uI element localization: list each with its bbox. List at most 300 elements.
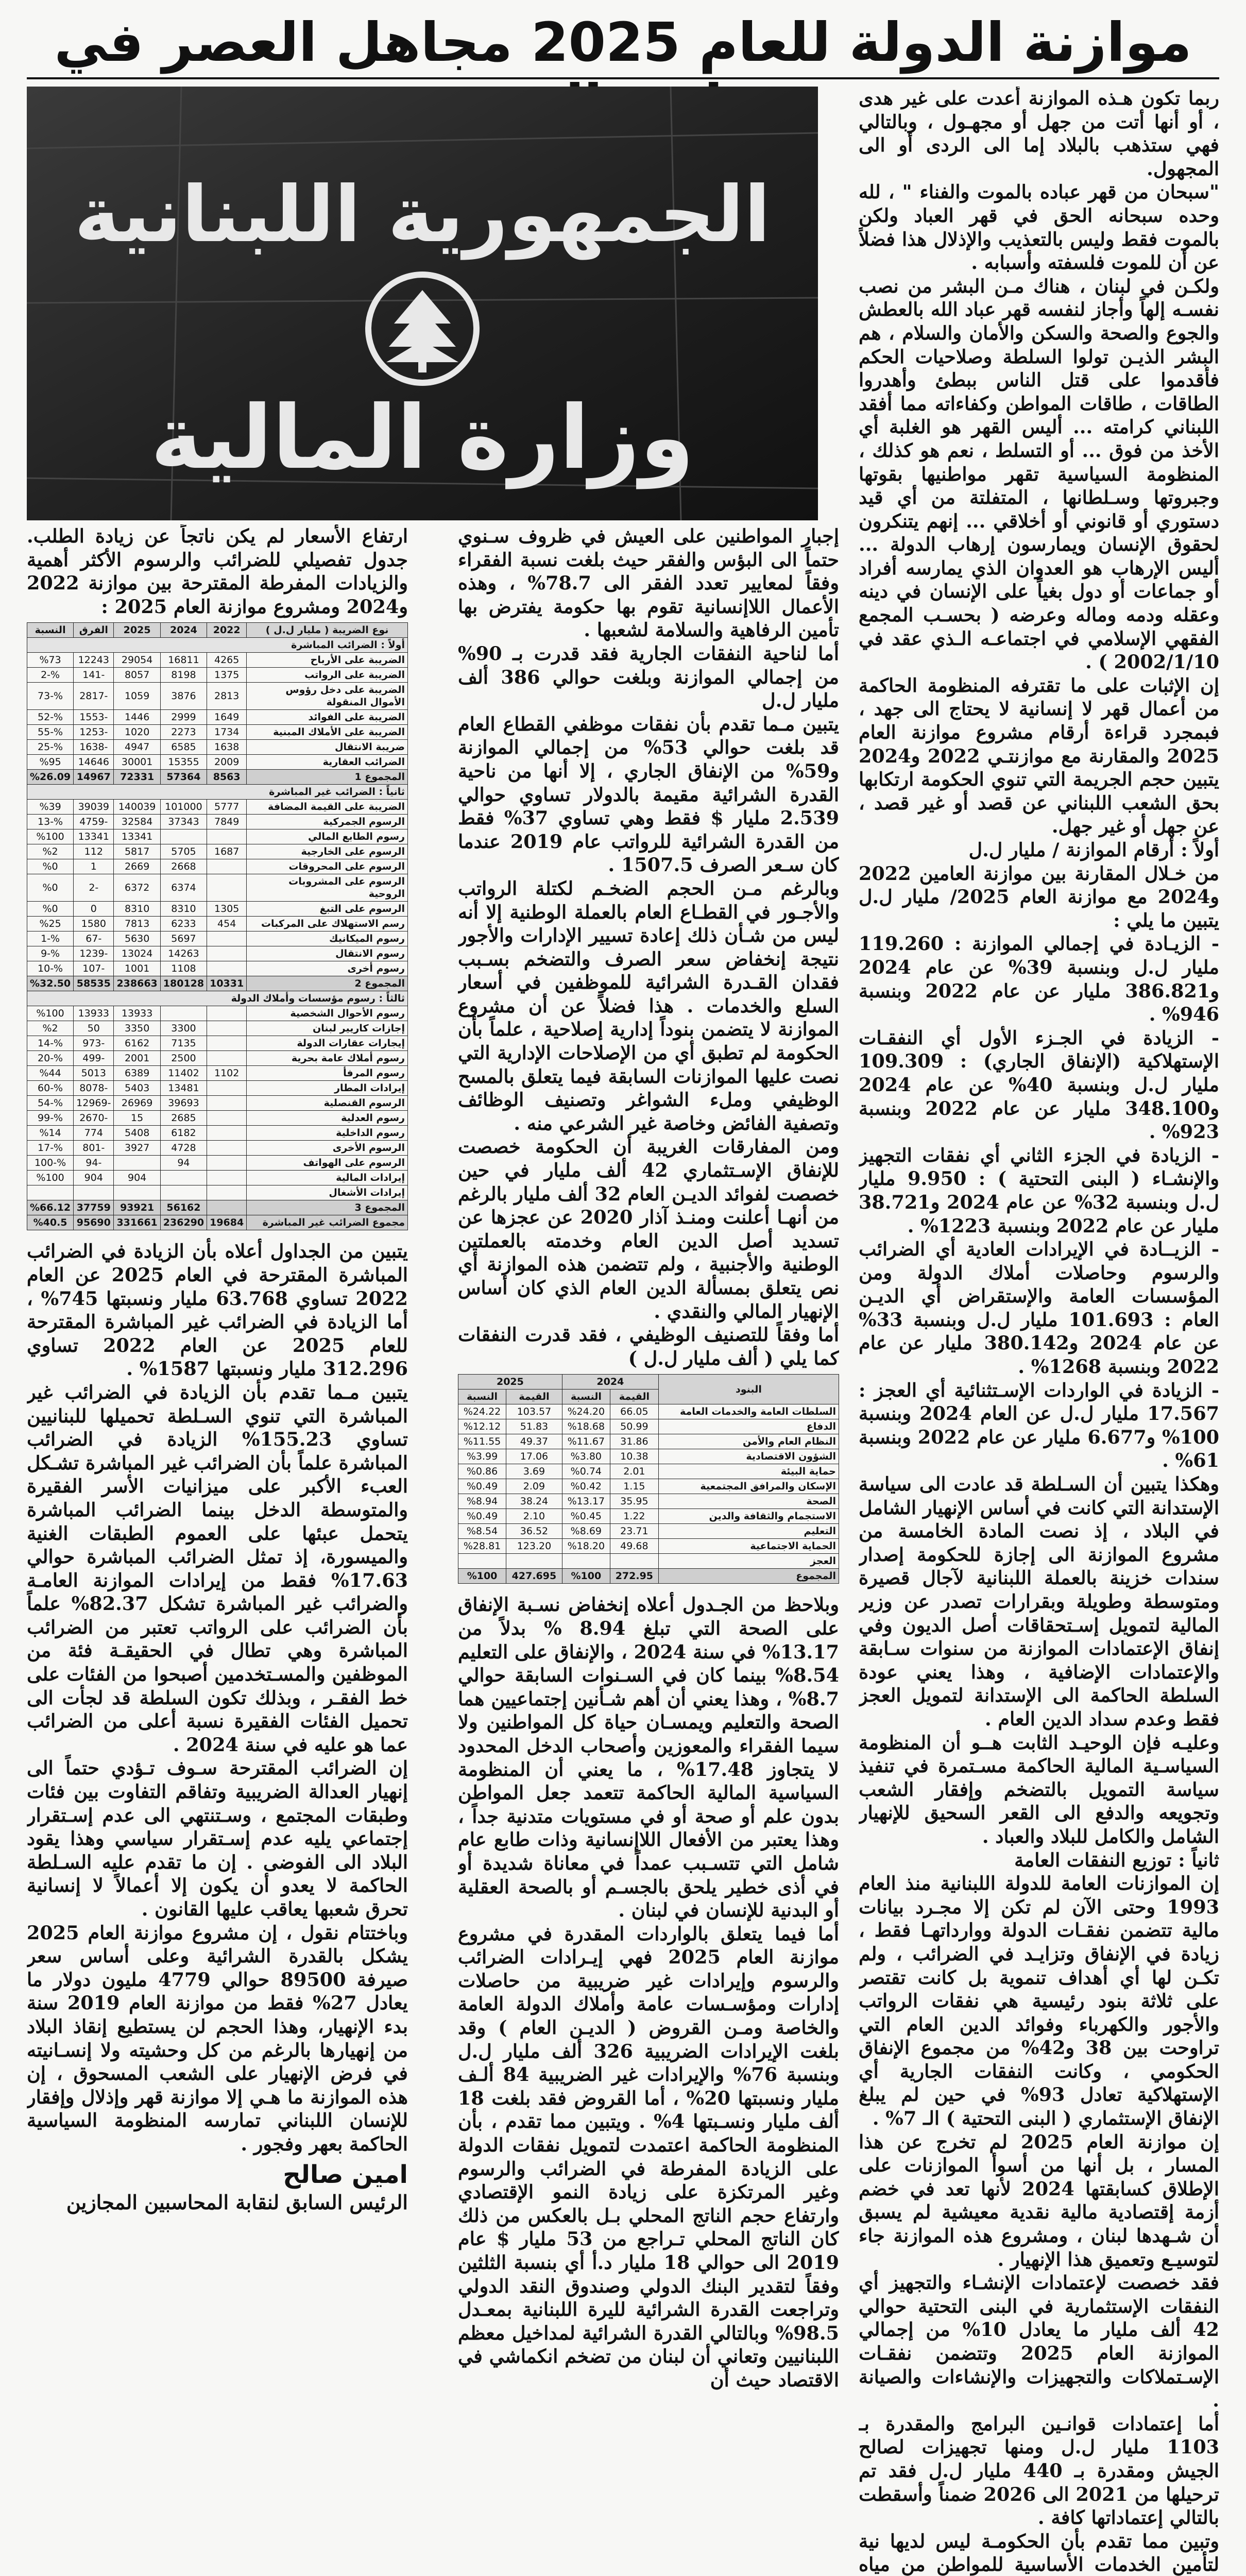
table-cell: %-10 xyxy=(27,961,74,976)
table-cell: 39693 xyxy=(160,1096,207,1111)
table-cell: %11.55 xyxy=(458,1434,506,1449)
table-cell: -973 xyxy=(74,1036,114,1051)
table-cell: 2009 xyxy=(207,755,247,770)
table-cell: العجز xyxy=(658,1554,839,1569)
table-cell: 904 xyxy=(74,1171,114,1185)
table-cell: 7813 xyxy=(114,917,160,931)
table-cell: 26969 xyxy=(114,1096,160,1111)
right-paragraph: - الزيادة في الجـزء الأول أي النفقـات الإستهلاكية (الإنفاق الجاري) : 109.309 مليار ل.ل وبنسبة 40% عن عام 2024 و348.100 مليار عن عام 2022 وبنسبة 923% . xyxy=(859,1026,1219,1143)
mid-paragraph: أما فيما يتعلق بالواردات المقدرة في مشروع موازنة العام 2025 فهي إيـرادات الضرائب والرسوم وإيرادات غير ضريبية من حاصلات إدارات ومؤسـسات عامة وأملاك الدولة العامة والخاصة ومـن القروض ( الديـن العام ) وقد بلغت الإيرادات الضريبية 326 ألف مليار ل.ل وبنسبة 76% والإيرادات غير الضريبية 84 ألـف مليار ونسبتها 20% ، أما القروض فقد بلغت 18 ألف مليار ونسـبتها 4% . ويتبين مما تقدم ، بأن المنظومة الحاكمة اعتمدت لتمويل نفقات الدولة على الزيادة المفرطة في الضرائب والرسوم وغير المرتكزة على زيادة النمو الإقتصادي وارتفاع حجم الناتج المحلي بـل بالعكس من ذلك كان الناتج المحلي تـراجع من 53 مليار $ عام 2019 الى حوالي 18 مليار د.أ أي بنسبة الثلثين وفقاً لتقدير البنك الدولي وصندوق النقد الدولي وتراجعت القدرة الشرائية لليرة اللبنانية بمعـدل 98.5% وبالتالي القدرة الشرائية لمداخيل معظم اللبنانيين وتعاني أن لبنان من تضخم انكماشي في الاقتصاد حيث أن xyxy=(458,1922,839,2391)
table-cell: 10331 xyxy=(207,976,247,991)
table-cell: الضريبة على دخل رؤوس الأموال المنقولة xyxy=(247,683,408,710)
table-cell: 13481 xyxy=(160,1081,207,1096)
right-paragraph: - الزيادة في الواردات الإسـتثنائية أي العجز : 17.567 مليار ل.ل عن العام 2024 وبنسبة 100% و6.677 مليار عن عام 2022 وبنسبة 61% . xyxy=(859,1379,1219,1472)
table-cell: %24.20 xyxy=(562,1404,610,1419)
table-cell: رسوم أخرى xyxy=(247,961,408,976)
table-cell: إيجارات عقارات الدولة xyxy=(247,1036,408,1051)
table-section-label: ثالثاً : رسوم مؤسسات وأملاك الدولة xyxy=(27,991,408,1006)
article-column-right xyxy=(859,87,1219,2576)
table-cell: 1108 xyxy=(160,961,207,976)
table-cell: 774 xyxy=(74,1126,114,1141)
table-cell: 2500 xyxy=(160,1051,207,1066)
table-cell: 0 xyxy=(74,902,114,917)
table-cell: النظام العام والأمن xyxy=(658,1434,839,1449)
table-cell: المجموع 2 xyxy=(247,976,408,991)
table-cell: 14263 xyxy=(160,946,207,961)
table-cell: الرسوم على المحروقات xyxy=(247,859,408,874)
table-cell: 4728 xyxy=(160,1141,207,1156)
table-cell: %100 xyxy=(27,1171,74,1185)
table-cell: 1375 xyxy=(207,668,247,683)
table-cell: 32584 xyxy=(114,815,160,829)
table-cell: إيرادات الأشغال xyxy=(247,1185,408,1200)
table-cell xyxy=(207,1096,247,1111)
table-cell: 140039 xyxy=(114,800,160,815)
table-header: الفرق xyxy=(74,623,114,638)
table-cell: 103.57 xyxy=(506,1404,562,1419)
table-cell xyxy=(207,1006,247,1021)
table-cell: رسوم الطابع المالي xyxy=(247,829,408,844)
table-header: النسبة xyxy=(458,1389,506,1404)
table-cell: %26.09 xyxy=(27,770,74,785)
table-row xyxy=(27,1156,408,1171)
table-section-row xyxy=(27,638,408,653)
table-row xyxy=(458,1554,839,1569)
table-cell: 2668 xyxy=(160,859,207,874)
table-cell: الضريبة على الأرباح xyxy=(247,653,408,668)
table-cell: 6585 xyxy=(160,740,207,755)
right-paragraph: ثانياً : توزيع النفقات العامة xyxy=(1014,1849,1219,1871)
right-paragraph: من خـلال المقارنة بين موازنة العامين 2022 و2024 مع موازنة العام 2025/ مليار ل.ل يتبين ما يلي : xyxy=(859,862,1219,931)
table-cell: 2999 xyxy=(160,710,207,725)
table-cell: 123.20 xyxy=(506,1539,562,1554)
table-cell: رسوم الأحوال الشخصية xyxy=(247,1006,408,1021)
table-section-label: ثانياً : الضرائب غير المباشرة xyxy=(27,785,408,800)
table-row xyxy=(458,1569,839,1584)
table-cell: %24.22 xyxy=(458,1404,506,1419)
table-cell: %8.94 xyxy=(458,1494,506,1509)
table-cell: -499 xyxy=(74,1051,114,1066)
table-header: القيمة xyxy=(610,1389,658,1404)
right-paragraph: وتبين مما تقدم بأن الحكومـة ليس لديها نية لتأمين الخدمات الأساسية للمواطن من مياه xyxy=(859,2530,1219,2576)
table-cell: %100 xyxy=(27,1006,74,1021)
table-cell: %-60 xyxy=(27,1081,74,1096)
table-header: 2025 xyxy=(114,623,160,638)
table-cell: 2813 xyxy=(207,683,247,710)
table-cell: 39039 xyxy=(74,800,114,815)
table-cell: %2 xyxy=(27,844,74,859)
table-row xyxy=(27,740,408,755)
table-cell: %39 xyxy=(27,800,74,815)
table-cell xyxy=(207,1171,247,1185)
table-cell: 454 xyxy=(207,917,247,931)
table-cell: 2.09 xyxy=(506,1479,562,1494)
table-cell: 1734 xyxy=(207,725,247,740)
table-row xyxy=(27,1215,408,1230)
table-cell: %3.99 xyxy=(458,1449,506,1464)
table-row xyxy=(27,668,408,683)
table-row xyxy=(458,1479,839,1494)
table-cell: -1553 xyxy=(74,710,114,725)
table-header: 2024 xyxy=(160,623,207,638)
page-headline: موازنة الدولة للعام 2025 مجاهل العصر في xyxy=(54,11,1192,74)
right-paragraph: "سبحان من قهر عباده بالموت والفناء " ، لله وحده سبحانه الحق في قهر العباد ولكن بالموت فقط وليس بالتعذيب والإذلال هذا فضلاً عن أن للموت فلسفته وأسبابه . xyxy=(859,181,1219,274)
table-cell xyxy=(207,946,247,961)
table-cell: 112 xyxy=(74,844,114,859)
left-intro: ارتفاع الأسعار لم يكن ناتجاً عن زيادة الطلب. جدول تفصيلي للضرائب والرسوم الأكثر أهمية والزيادات المفرطة المقترحة بين موازنة 2022 و2024 ومشروع موازنة العام 2025 : xyxy=(27,525,408,618)
table-cell: السلطات العامة والخدمات العامة xyxy=(658,1404,839,1419)
table-header: القيمة xyxy=(506,1389,562,1404)
right-paragraph: ربما تكون هـذه الموازنة أعدت على غير هدى ، أو أنها أتت من جهل أو مجهـول ، وبالتالي فهي ستذهب بالبلاد إما الى الردى أو الى المجهول. xyxy=(859,87,1219,180)
table-cell xyxy=(160,1185,207,1200)
table-row xyxy=(458,1419,839,1434)
table-cell: 13024 xyxy=(114,946,160,961)
table-cell: 6374 xyxy=(160,874,207,902)
table-cell: 2.01 xyxy=(610,1464,658,1479)
table-cell: -141 xyxy=(74,668,114,683)
table-cell: 6233 xyxy=(160,917,207,931)
table-cell: رسوم العدلية xyxy=(247,1111,408,1126)
table-cell: 57364 xyxy=(160,770,207,785)
table-cell: المجموع 3 xyxy=(247,1200,408,1215)
table-cell: 17.06 xyxy=(506,1449,562,1464)
table-cell: 1305 xyxy=(207,902,247,917)
table-cell: 3350 xyxy=(114,1021,160,1036)
table-cell xyxy=(207,931,247,946)
right-paragraph: - الزيـادة في إجمالي الموازنة : 119.260 مليار ل.ل وبنسبة 39% عن عام 2024 و386.821 مليار عن عام 2022 وبنسبة 946% . xyxy=(859,933,1219,1026)
table-cell: 1.22 xyxy=(610,1509,658,1524)
table-row xyxy=(27,800,408,815)
table-cell: %44 xyxy=(27,1066,74,1081)
table-cell: 1020 xyxy=(114,725,160,740)
table-cell xyxy=(207,1021,247,1036)
table-cell: المجموع 1 xyxy=(247,770,408,785)
table-cell: 15 xyxy=(114,1111,160,1126)
table-header: 2022 xyxy=(207,623,247,638)
table-cell: 37343 xyxy=(160,815,207,829)
left-paragraph: إن الضرائب المقترحة سـوف تـؤدي حتماً الى إنهيار العدالة الضريبية وتفاقم التفاوت بين فئات وطبقات المجتمع ، وسـتنتهي الى عدم إسـتقرار إجتماعي يليه عدم إسـتقرار سياسي وهذا يقود البلاد الى الفوضى . إن ما تقدم عليه السـلطة الحاكمة لا يعدو أن يكون إلا أعمالاً لا إنسانية تحرق شعبها يعاقب عليها القانون . xyxy=(27,1757,408,1920)
table-cell: %0 xyxy=(27,874,74,902)
table-cell: 1059 xyxy=(114,683,160,710)
table-cell: %18.20 xyxy=(562,1539,610,1554)
table-cell: الرسوم الأخرى xyxy=(247,1141,408,1156)
right-paragraph: أولاً : أرقام الموازنة / مليار ل.ل xyxy=(968,839,1219,861)
table-cell: رسوم أملاك عامة بحرية xyxy=(247,1051,408,1066)
table-cell xyxy=(207,1200,247,1215)
headline-rule xyxy=(27,77,1219,79)
table-cell: 50 xyxy=(74,1021,114,1036)
table-cell: 49.68 xyxy=(610,1539,658,1554)
table-row xyxy=(27,1171,408,1185)
table-cell: %0.49 xyxy=(458,1509,506,1524)
mid-paragraph: أما لناحية النفقات الجارية فقد قدرت بـ 90% من إجمالي الموازنة وبلغت حوالي 386 ألف مليار ل.ل xyxy=(458,642,839,712)
table-row xyxy=(27,961,408,976)
table-cell xyxy=(207,1141,247,1156)
table-cell: حماية البيئة xyxy=(658,1464,839,1479)
table-cell: %-73 xyxy=(27,683,74,710)
table-cell: 101000 xyxy=(160,800,207,815)
table-cell: %25 xyxy=(27,917,74,931)
table-cell: 3927 xyxy=(114,1141,160,1156)
right-paragraph: فقد خصصت لإعتمادات الإنشـاء والتجهيز أي النفقات الإستثمارية في البنى التحتية حوالي 42 ألف مليار ما يعادل 10% من إجمالي الموازنة العام 2025 وتتضمن نفقـات الإسـتملاكات والتجهيزات والإنشاءات والصيانة . xyxy=(859,2272,1219,2412)
mid-paragraph: يتبين مـما تقدم بأن نفقات موظفي القطاع العام قد بلغت حوالي 53% من إجمالي الموازنة و59% من الإنفاق الجاري ، إلا أنها من ناحية القدرة الشرائية مقيمة بالدولار تساوي حوالي 2.539 مليار $ فقط وهي تساوي 37% فقط من القدرة الشرائية للرواتب عام 2019 عندما كان سـعر الصرف 1507.5 . xyxy=(458,713,839,876)
table-cell: رسوم الداخلية xyxy=(247,1126,408,1141)
table-cell: الضريبة على القيمة المضافة xyxy=(247,800,408,815)
table-cell: %-1 xyxy=(27,931,74,946)
table-cell: %-25 xyxy=(27,740,74,755)
ministry-photo xyxy=(27,87,818,520)
table-cell: 427.695 xyxy=(506,1569,562,1584)
table-cell: 1687 xyxy=(207,844,247,859)
table-cell: الرسوم على الخارجية xyxy=(247,844,408,859)
table-cell: %2 xyxy=(27,1021,74,1036)
table-cell: 1 xyxy=(74,859,114,874)
table-cell: 5630 xyxy=(114,931,160,946)
table-cell: -12969 xyxy=(74,1096,114,1111)
table-cell: 94 xyxy=(160,1156,207,1171)
table-cell: إيرادات المطار xyxy=(247,1081,408,1096)
table-cell: 56162 xyxy=(160,1200,207,1215)
table-row xyxy=(27,1051,408,1066)
table-cell: %11.67 xyxy=(562,1434,610,1449)
table-cell: 1102 xyxy=(207,1066,247,1081)
table-row xyxy=(458,1524,839,1539)
table-cell: الضرائب العقارية xyxy=(247,755,408,770)
table-cell: الشؤون الاقتصادية xyxy=(658,1449,839,1464)
table-cell: 8310 xyxy=(114,902,160,917)
mid-paragraph: وبلاحظ من الجـدول أعلاه إنخفاض نسـبة الإنفاق على الصحة التي تبلغ 8.94 % بدلاً من 13.17% في سنة 2024 ، والإنفاق على التعليم 8.54% بينما كان في السـنوات السابقة حوالي 8.7% ، وهذا يعني أن أهم شـأنين إجتماعيين هما الصحة والتعليم ويمسـان حياة كل المواطنين ولا سيما الفقراء والمعوزين وأصحاب الدخل المحدود لا يتجاوز 17.48% ، ما يعني أن المنظومة السياسية المالية الحاكمة تتعمد جعل المواطن بدون علم أو صحة أو في مستويات متدنية جداً ، وهذا يعتبر من الأفعال اللاإنسانية وذات طابع عام شامل التي تتسـبب عمداً في معاناة شديدة أو في أذى خطير يلحق بالجسـم أو بالصحة العقلية أو البدنية للإنسان في لبنان . xyxy=(458,1594,839,1922)
table-cell: التعليم xyxy=(658,1524,839,1539)
table-cell xyxy=(114,1185,160,1200)
table-cell: %0.86 xyxy=(458,1464,506,1479)
table-row xyxy=(27,1126,408,1141)
table-cell xyxy=(207,1081,247,1096)
table-cell: 1638 xyxy=(207,740,247,755)
table-cell: %18.68 xyxy=(562,1419,610,1434)
table-cell: -2 xyxy=(74,874,114,902)
table-cell: -107 xyxy=(74,961,114,976)
table-cell: -2817 xyxy=(74,683,114,710)
table-cell: 8563 xyxy=(207,770,247,785)
table-cell: %0.45 xyxy=(562,1509,610,1524)
table-cell: المجموع xyxy=(658,1569,839,1584)
table-cell: الرسوم على التبغ xyxy=(247,902,408,917)
table-cell: -2670 xyxy=(74,1111,114,1126)
table-cell: 12243 xyxy=(74,653,114,668)
table-row xyxy=(27,755,408,770)
table-row xyxy=(27,815,408,829)
table-row xyxy=(27,710,408,725)
table-cell: 72331 xyxy=(114,770,160,785)
table-header: 2025 xyxy=(458,1375,562,1389)
table-row xyxy=(27,770,408,785)
right-paragraph: ولكـن في لبنان ، هناك مـن البشر من نصب نفسـه إلهاً وأجاز لنفسه قهر عباد الله بالعطش والجوع والصحة والسكن والأمان والسلام ، هم البشر الذيـن تولوا السلطة وصلاحيات الحكم فأقدموا على قتل الناس ببطئ وأهدروا الطاقات ، طاقات المواطن وكفاءاته مما أفقد اللبناني كرامته ... أليس القهر هو الغلبة أي الأخذ من فوق ... أو التسلط ، نعم هو كذلك ، المنظومة السياسية تقهر مواطنيها بقوتها وجبروتها وسـلطانها ، المتفلتة من أي قيد دستوري أو قانوني أو أخلاقي ... إنهم يتنكرون لحقوق الإنسان ويمارسون إرهاب الدولة ... أليس الإرهاب هو العدوان الذي يمارسه أفراد أو جماعات أو دول بغياً على الإنسان في دينه وعقله ودمه وماله وعرضه ( بحسـب المجمع الفقهي الإسلامي في اجتماعـه الـذي عقد في 2002/1/10 ) . xyxy=(859,275,1219,673)
table-row xyxy=(27,917,408,931)
table-cell: رسم الاستهلاك على المركبات xyxy=(247,917,408,931)
table-header: 2024 xyxy=(562,1375,658,1389)
table-cell: 49.37 xyxy=(506,1434,562,1449)
table-row xyxy=(27,1185,408,1200)
table-cell: 2273 xyxy=(160,725,207,740)
table-cell: 8057 xyxy=(114,668,160,683)
table-cell: 2669 xyxy=(114,859,160,874)
table-cell: 13341 xyxy=(74,829,114,844)
table-cell xyxy=(160,1006,207,1021)
table-cell: 4265 xyxy=(207,653,247,668)
table-cell: 35.95 xyxy=(610,1494,658,1509)
table-cell: 13933 xyxy=(74,1006,114,1021)
table-cell: %-100 xyxy=(27,1156,74,1171)
table-cell xyxy=(160,829,207,844)
table-row xyxy=(27,1096,408,1111)
table-cell: 23.71 xyxy=(610,1524,658,1539)
table-row xyxy=(27,1036,408,1051)
table-cell: 8310 xyxy=(160,902,207,917)
table-cell: 51.83 xyxy=(506,1419,562,1434)
table-cell: %-14 xyxy=(27,1036,74,1051)
table-cell: -1638 xyxy=(74,740,114,755)
table-header: البنود xyxy=(658,1375,839,1404)
table-cell: 180128 xyxy=(160,976,207,991)
table-row xyxy=(27,1141,408,1156)
table-cell: 1446 xyxy=(114,710,160,725)
table-row xyxy=(458,1434,839,1449)
table-cell: 5705 xyxy=(160,844,207,859)
table-cell: الرسوم على الهواتف xyxy=(247,1156,408,1171)
table-cell: %40.5 xyxy=(27,1215,74,1230)
table-row xyxy=(458,1494,839,1509)
table-cell: الإسكان والمرافق المجتمعية xyxy=(658,1479,839,1494)
table-cell xyxy=(207,1126,247,1141)
table-cell: -4759 xyxy=(74,815,114,829)
table-cell: %8.54 xyxy=(458,1524,506,1539)
table-row xyxy=(27,874,408,902)
table-cell: 238663 xyxy=(114,976,160,991)
table-cell: 6182 xyxy=(160,1126,207,1141)
author-title: الرئيس السابق لنقابة المحاسبين المجازين xyxy=(66,2190,408,2214)
table-cell: رسوم المرفأ xyxy=(247,1066,408,1081)
table-cell: 2001 xyxy=(114,1051,160,1066)
table-cell: %0.49 xyxy=(458,1479,506,1494)
left-paragraph: وباختتام نقول ، إن مشروع موازنة العام 2025 يشكل بالقدرة الشرائية وعلى أساس سعر صيرفة 89500 حوالي 4779 مليون دولار ما يعادل 27% فقط من موازنة العام 2019 سنة بدء الإنهيار، وهذا الحجم لن يستطيع إنقاذ البلاد من إنهيارها بالرغم من كل وحشيته ولا إنسـانيته في فرض الإنهيار على الشعب المسحوق ، إن هذه الموازنة ما هـي إلا موازنة قهر وإذلال وإفقار للإنسان اللبناني تمارسه المنظومة السياسية الحاكمة بعهر وفجور . xyxy=(27,1921,408,2155)
table-cell: 29054 xyxy=(114,653,160,668)
table-cell: 1649 xyxy=(207,710,247,725)
left-paragraph: يتبين مـما تقدم بأن الزيادة في الضرائب غير المباشرة التي تنوي السـلطة تحميلها للبنانيين تساوي 155.23% الزيادة في الضرائب المباشرة علماً بأن الضرائب غير المباشرة تشـكل العبء الأكبر على ميزانيات الأسر الفقيرة والمتوسطة الدخل بينما الضرائب المباشرة يتحمل عبئها على العموم الطبقات الغنية والميسورة، إذ تمثل الضرائب المباشرة حوالي 17.63% فقط من إيرادات الموازنة العامـة والضرائب غير المباشرة تشكل 82.37% علماً بأن الضرائب على الرواتب تعتبر من الضرائب المباشرة وهي تطال في الحقيقـة فئة من الموظفين والمسـتخدمين أصبحوا من الفئات على خط الفقـر ، وبذلك تكون السلطة قد لجأت الى تحميل الفئات الفقيرة نسبة أعلى من الضرائب عما هو عليه في سنة 2024 . xyxy=(27,1381,408,1756)
table-cell: الرسوم الجمركية xyxy=(247,815,408,829)
table-cell: الرسوم القنصلية xyxy=(247,1096,408,1111)
table-cell: 331661 xyxy=(114,1215,160,1230)
table-cell: الضريبة على الفوائد xyxy=(247,710,408,725)
table-cell: إجازات كاريير لبنان xyxy=(247,1021,408,1036)
table-cell: %0.74 xyxy=(562,1464,610,1479)
right-paragraph: وعليـه فإن الوحيـد الثابت هــو أن المنظومة السياسـية المالية الحاكمة مسـتمرة في تنفيذ سياسة التمويل بالتضخم وإفقار الشعب وتجويعه والدفع الى القعر السحيق للإنهيار الشامل والكامل للبلاد والعباد . xyxy=(859,1731,1219,1848)
table-cell xyxy=(506,1554,562,1569)
table-cell: الرسوم على المشروبات الروحية xyxy=(247,874,408,902)
table-cell xyxy=(207,1111,247,1126)
table-cell: -1253 xyxy=(74,725,114,740)
table-row xyxy=(458,1539,839,1554)
right-paragraph: وهكذا يتبين أن السـلطة قد عادت الى سياسة الإستدانة التي كانت في أساس الإنهيار الشامل في البلاد ، إذ نصت المادة الخامسة من مشروع الموازنة الى إجازة للحكومة إصدار سندات خزينة بالعملة اللبنانية لآجال قصيرة ومتوسطة وطويلة وبقرارات تصدر عن وزير المالية لتمويل إسـتحقاقات أصل الديون وفي إنفاق الإعتمادات الموازنة من سنوات سـابقة والإعتمادات الإضافية ، وهذا يعني عودة السلطة الحاكمة الى الإستدانة لتمويل العجز فقط وعدم سداد الدين العام . xyxy=(859,1473,1219,1730)
table-row xyxy=(27,683,408,710)
table-cell: 95690 xyxy=(74,1215,114,1230)
table-cell xyxy=(207,1051,247,1066)
table-cell: 3.69 xyxy=(506,1464,562,1479)
table-cell xyxy=(207,874,247,902)
table-cell: 14967 xyxy=(74,770,114,785)
table-cell: %0 xyxy=(27,859,74,874)
table-row xyxy=(27,1111,408,1126)
table-header: نوع الضريبة ( مليار ل.ل ) xyxy=(247,623,408,638)
table-cell: %-54 xyxy=(27,1096,74,1111)
table-cell xyxy=(74,1185,114,1200)
table-cell: مجموع الضرائب غير المباشرة xyxy=(247,1215,408,1230)
table-row xyxy=(27,1200,408,1215)
table-cell: -94 xyxy=(74,1156,114,1171)
table-cell: 7849 xyxy=(207,815,247,829)
table-cell: 13933 xyxy=(114,1006,160,1021)
table-cell: 38.24 xyxy=(506,1494,562,1509)
table-section-row xyxy=(27,991,408,1006)
table-row xyxy=(27,829,408,844)
table-cell: %100 xyxy=(458,1569,506,1584)
table-cell: 5403 xyxy=(114,1081,160,1096)
table-cell: ضريبة الانتقال xyxy=(247,740,408,755)
table-cell: 31.86 xyxy=(610,1434,658,1449)
table-cell: 3876 xyxy=(160,683,207,710)
table-cell xyxy=(610,1554,658,1569)
table-cell: %12.12 xyxy=(458,1419,506,1434)
right-paragraph: أما إعتمادات قوانـين البرامج والمقدرة بـ 1103 مليار ل.ل ومنها تجهيزات لصالح الجيش ومقدرة بـ 440 مليار ل.ل فقد تم ترحيلها من 2021 الى 2026 ضمناً وأسقطت بالتالي إعتماداتها كافة . xyxy=(859,2412,1219,2529)
table-row xyxy=(458,1404,839,1419)
table-cell xyxy=(114,1156,160,1171)
table-cell: 36.52 xyxy=(506,1524,562,1539)
table-cell: 5408 xyxy=(114,1126,160,1141)
table-cell: 1.15 xyxy=(610,1479,658,1494)
table-row xyxy=(27,1006,408,1021)
table-cell: 6162 xyxy=(114,1036,160,1051)
table-cell: %-20 xyxy=(27,1051,74,1066)
table-cell: -1239 xyxy=(74,946,114,961)
table-section-row xyxy=(27,785,408,800)
table-cell xyxy=(160,1171,207,1185)
table-cell: 14646 xyxy=(74,755,114,770)
table-cell: %-55 xyxy=(27,725,74,740)
table-cell: 5777 xyxy=(207,800,247,815)
table-cell xyxy=(207,859,247,874)
table-row xyxy=(27,653,408,668)
table-cell: الصحة xyxy=(658,1494,839,1509)
table-cell: الضريبة على الأملاك المبنية xyxy=(247,725,408,740)
table-cell xyxy=(207,961,247,976)
table-cell xyxy=(207,829,247,844)
table-cell: الضريبة على الرواتب xyxy=(247,668,408,683)
table-cell xyxy=(207,1036,247,1051)
table-cell: %-13 xyxy=(27,815,74,829)
table-cell: %66.12 xyxy=(27,1200,74,1215)
table-row xyxy=(27,1066,408,1081)
table-cell: 3300 xyxy=(160,1021,207,1036)
table-cell: الدفاع xyxy=(658,1419,839,1434)
table-cell: 904 xyxy=(114,1171,160,1185)
table-cell: 50.99 xyxy=(610,1419,658,1434)
table-cell: %8.69 xyxy=(562,1524,610,1539)
table-cell: 1001 xyxy=(114,961,160,976)
tax-table-wrapper xyxy=(27,622,408,1230)
table-cell: 16811 xyxy=(160,653,207,668)
table-row xyxy=(27,725,408,740)
table-row xyxy=(27,859,408,874)
functional-table-wrapper xyxy=(458,1374,839,1584)
